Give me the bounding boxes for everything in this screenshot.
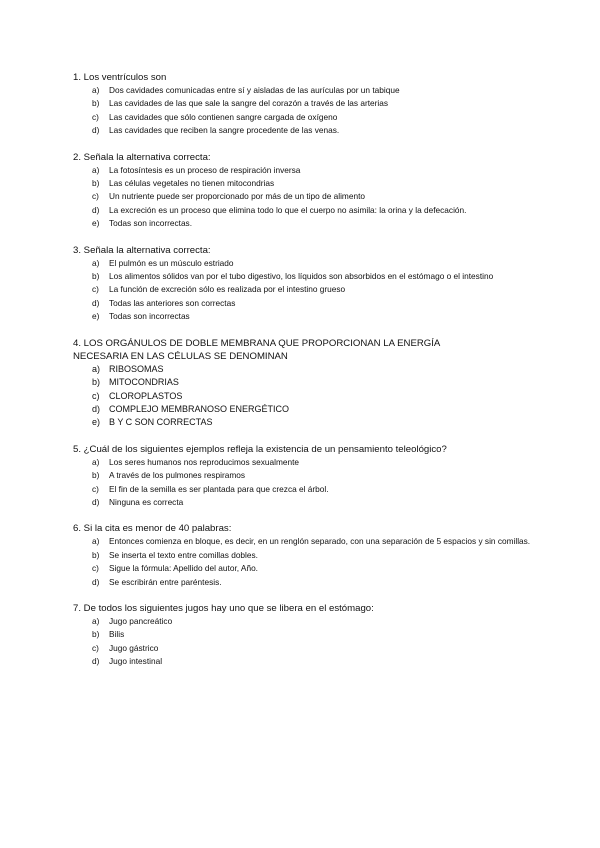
option-item [73, 469, 533, 482]
option-text: El pulmón es un músculo estriado [109, 257, 234, 268]
option-item [73, 456, 533, 469]
question-title: 2. Señala la alternativa correcta: [73, 151, 211, 163]
question-title: 3. Señala la alternativa correcta: [73, 244, 211, 256]
option-item [73, 535, 533, 548]
option-letter: a) [92, 536, 100, 547]
option-letter: d) [92, 125, 100, 136]
option-letter: b) [92, 271, 100, 282]
option-letter: c) [92, 483, 99, 494]
option-item [73, 376, 533, 389]
question-title: 7. De todos los siguientes jugos hay uno que se libera en el estómago: [73, 602, 374, 614]
option-item [73, 310, 533, 323]
option-item [73, 628, 533, 641]
option-text: El fin de la semilla es ser plantada para que crezca el árbol. [109, 483, 329, 494]
question-title: 6. Si la cita es menor de 40 palabras: [73, 523, 232, 535]
option-item [73, 390, 533, 403]
option-letter: c) [92, 191, 99, 202]
option-item [73, 562, 533, 575]
question-list [73, 71, 533, 682]
option-item [73, 576, 533, 589]
option-item [73, 217, 533, 230]
option-letter: d) [92, 576, 100, 587]
option-text: B Y C SON CORRECTAS [109, 417, 213, 428]
option-letter: a) [92, 257, 100, 268]
option-text: Sigue la fórmula: Apellido del autor, Año. [109, 563, 258, 574]
option-letter: d) [92, 656, 100, 667]
question-5 [73, 443, 533, 510]
option-item [73, 655, 533, 668]
option-letter: b) [92, 549, 100, 560]
option-item [73, 363, 533, 376]
option-text: Las cavidades de las que sale la sangre del corazón a través de las arterias [109, 98, 389, 109]
option-text: Todas son incorrectas [109, 311, 190, 322]
question-7 [73, 602, 533, 669]
option-letter: b) [92, 178, 100, 189]
question-4 [73, 337, 533, 430]
question-2 [73, 151, 533, 231]
option-text: Un nutriente puede ser proporcionado por más de un tipo de alimento [109, 191, 365, 202]
option-text: La excreción es un proceso que elimina todo lo que el cuerpo no asimila: la orina y la defecación. [109, 204, 467, 215]
option-text: MITOCONDRIAS [109, 377, 179, 388]
option-item [73, 496, 533, 509]
option-item [73, 124, 533, 137]
option-letter: d) [92, 204, 100, 215]
option-letter: c) [92, 563, 99, 574]
option-text: Ninguna es correcta [109, 496, 184, 507]
option-text: Jugo pancreático [109, 615, 173, 626]
question-title-line-2: NECESARIA EN LAS CÉLULAS SE DENOMINAN [73, 350, 288, 362]
option-item [73, 483, 533, 496]
option-text: RIBOSOMAS [109, 363, 164, 374]
question-6 [73, 522, 533, 589]
option-item [73, 549, 533, 562]
option-item [73, 416, 533, 429]
option-letter: d) [92, 496, 100, 507]
option-text: Todas las anteriores son correctas [109, 297, 236, 308]
option-text: Se escribirán entre paréntesis. [109, 576, 222, 587]
option-letter: c) [92, 390, 100, 401]
option-text: Todas son incorrectas. [109, 218, 193, 229]
option-text: COMPLEJO MEMBRANOSO ENERGÉTICO [109, 403, 290, 414]
option-letter: a) [92, 164, 100, 175]
option-list [73, 456, 533, 510]
question-3 [73, 244, 533, 324]
option-letter: b) [92, 98, 100, 109]
option-item [73, 97, 533, 110]
option-text: Se inserta el texto entre comillas dobles. [109, 549, 258, 560]
option-text: Dos cavidades comunicadas entre sí y aisladas de las aurículas por un tabique [109, 85, 400, 95]
option-letter: d) [92, 403, 101, 414]
option-list [73, 164, 533, 231]
question-title-line-1: 4. LOS ORGÁNULOS DE DOBLE MEMBRANA QUE PROPORCIONAN LA ENERGÍA [73, 337, 441, 349]
option-letter: c) [92, 111, 99, 122]
option-letter: b) [92, 629, 100, 640]
option-letter: e) [92, 417, 101, 428]
option-text: Bilis [109, 629, 125, 640]
option-letter: c) [92, 284, 99, 295]
option-item [73, 270, 533, 283]
option-letter: e) [92, 218, 100, 229]
option-item [73, 403, 533, 416]
option-text: Las cavidades que reciben la sangre procedente de las venas. [109, 125, 340, 136]
option-item [73, 177, 533, 190]
option-letter: c) [92, 642, 99, 653]
option-list [73, 535, 533, 589]
option-text: Jugo intestinal [109, 656, 163, 667]
option-item [73, 297, 533, 310]
question-1 [73, 71, 533, 138]
option-list [73, 615, 533, 669]
option-item [73, 283, 533, 296]
option-letter: d) [92, 297, 100, 308]
option-text: Las células vegetales no tienen mitocondrias [109, 178, 275, 189]
option-text: Los alimentos sólidos van por el tubo digestivo, los líquidos son absorbidos en el estómago o el intestino [109, 271, 494, 282]
option-text: La función de excreción sólo es realizada por el intestino grueso [109, 284, 346, 295]
option-item [73, 615, 533, 628]
option-text: Entonces comienza en bloque, es decir, en un renglón separado, con una separación de 5 espacios y sin comillas. [109, 536, 531, 547]
question-title: 5. ¿Cuál de los siguientes ejemplos refleja la existencia de un pensamiento teleológico? [73, 443, 447, 455]
option-item [73, 204, 533, 217]
option-text: A través de los pulmones respiramos [109, 470, 246, 481]
option-item [73, 84, 533, 97]
option-text: Los seres humanos nos reproducimos sexualmente [109, 456, 300, 467]
option-letter: a) [92, 456, 100, 467]
option-item [73, 190, 533, 203]
option-letter: e) [92, 311, 100, 322]
option-item [73, 164, 533, 177]
option-text: Las cavidades que sólo contienen sangre cargada de oxígeno [109, 111, 338, 122]
option-list [73, 257, 533, 324]
option-letter: a) [92, 363, 101, 374]
option-text: La fotosíntesis es un proceso de respiración inversa [109, 164, 301, 175]
option-letter: b) [92, 377, 101, 388]
option-letter: a) [92, 85, 100, 95]
option-letter: a) [92, 615, 100, 626]
option-list [73, 363, 533, 430]
option-item [73, 642, 533, 655]
option-letter: b) [92, 470, 100, 481]
option-text: Jugo gástrico [109, 642, 159, 653]
option-text: CLOROPLASTOS [109, 390, 183, 401]
option-item [73, 111, 533, 124]
question-title: 1. Los ventrículos son [73, 72, 167, 83]
option-item [73, 257, 533, 270]
option-list [73, 84, 533, 138]
